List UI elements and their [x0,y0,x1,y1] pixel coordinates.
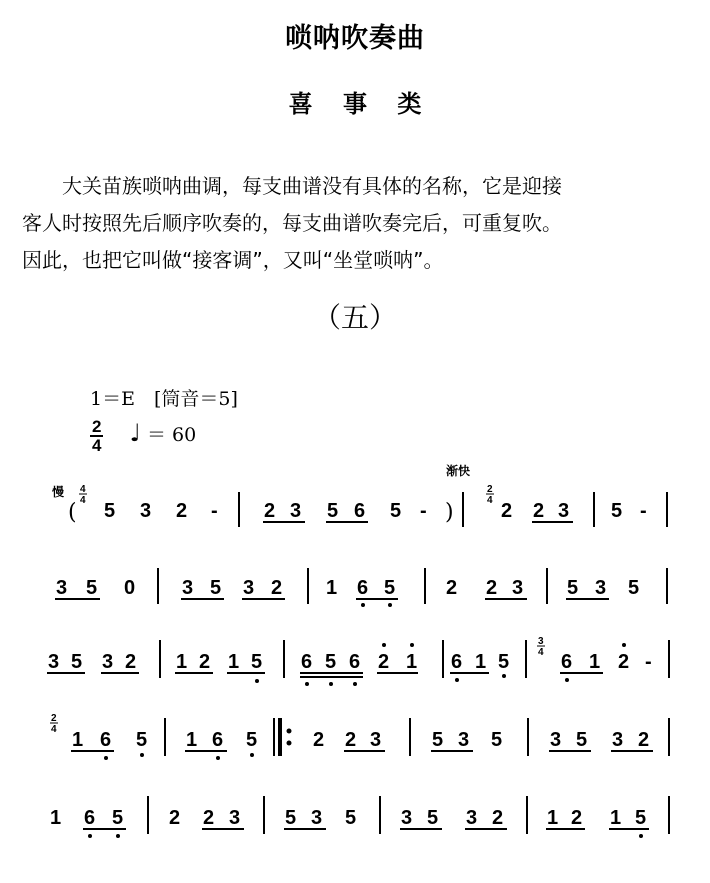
note-digit: 6 [354,500,366,522]
description-line: 客人时按照先后顺序吹奏的，每支曲谱吹奏完后，可重复吹。 [22,211,562,235]
note-digit: 3 [140,500,152,522]
octave-dot [104,756,108,760]
octave-dot [329,682,333,686]
note-digit: 2 [501,500,513,522]
meter-digit: 4 [487,495,493,506]
note-digit: 1 [228,651,240,673]
note-digit: 2 [618,651,630,673]
note-digit: 2 [533,500,545,522]
note-digit: 6 [84,807,96,829]
note-digit: 1 [589,651,601,673]
note-digit: 5 [86,577,98,599]
note-digit: 3 [229,807,241,829]
note-digit: 1 [72,729,84,751]
note-digit: 2 [446,577,458,599]
note-digit: 3 [612,729,624,751]
note-digit: 5 [136,729,148,751]
note-digit: 5 [345,807,357,829]
meter-digit: 2 [487,484,493,495]
note-digit: 6 [100,729,112,751]
note-digit: 1 [406,651,418,673]
close-parenthesis: ) [445,500,454,525]
note-digit: 5 [251,651,263,673]
note-digit: 5 [611,500,623,522]
note-digit: 5 [498,651,510,673]
note-digit: 6 [357,577,369,599]
note-digit: 2 [271,577,283,599]
description-line: 大关苗族唢呐曲调，每支曲谱没有具体的名称，它是迎接 [62,174,562,198]
extension-dash: - [211,500,218,522]
note-digit: 5 [427,807,439,829]
note-digit: 5 [112,807,124,829]
note-digit: 5 [432,729,444,751]
note-digit: 5 [104,500,116,522]
extension-dash: - [645,651,652,673]
note-digit: 1 [547,807,559,829]
note-digit: 5 [390,500,402,522]
meter-digit: 4 [538,647,544,658]
note-digit: 5 [384,577,396,599]
note-digit: 1 [475,651,487,673]
note-digit: 2 [571,807,583,829]
meter-digit: 4 [51,724,57,735]
note-digit: 5 [327,500,339,522]
note-digit: 2 [203,807,215,829]
note-digit: 3 [56,577,68,599]
note-digit: 5 [576,729,588,751]
note-digit: 2 [176,500,188,522]
octave-dot [455,678,459,682]
note-digit: 5 [567,577,579,599]
note-digit: 5 [491,729,503,751]
octave-dot [565,678,569,682]
note-digit: 5 [210,577,222,599]
note-digit: 1 [326,577,338,599]
note-digit: 1 [186,729,198,751]
note-digit: 6 [301,651,313,673]
note-digit: 2 [378,651,390,673]
octave-dot [622,643,626,647]
note-digit: 3 [466,807,478,829]
note-digit: 6 [349,651,361,673]
note-digit: 2 [638,729,650,751]
note-digit: 1 [610,807,622,829]
time-signature-top: 2 [92,417,102,436]
note-digit: 3 [595,577,607,599]
note-digit: 2 [125,651,137,673]
note-digit: 5 [246,729,258,751]
note-digit: 5 [628,577,640,599]
octave-dot [287,741,292,746]
quarter-note-icon: ♩ [129,419,141,447]
octave-dot [255,679,259,683]
note-digit: 3 [370,729,382,751]
score-row [50,713,669,760]
note-digit: 2 [199,651,211,673]
octave-dot [305,682,309,686]
note-digit: 3 [558,500,570,522]
meter-digit: 4 [80,484,86,495]
octave-dot [382,643,386,647]
score-row [55,568,667,607]
meter-digit: 4 [80,495,86,506]
key-signature: 1＝E [筒音＝5] [90,388,238,410]
note-digit: 3 [458,729,470,751]
note-digit: 1 [176,651,188,673]
description-line: 因此，也把它叫做“接客调”，又叫“坐堂唢呐”。 [22,248,444,272]
note-digit: 3 [182,577,194,599]
time-signature-bottom: 4 [92,436,102,455]
note-digit: 2 [492,807,504,829]
score-row [68,484,667,527]
note-digit: 2 [345,729,357,751]
note-digit: 2 [264,500,276,522]
note-digit: 2 [486,577,498,599]
octave-dot [502,674,506,678]
note-digit: 6 [212,729,224,751]
octave-dot [88,834,92,838]
piece-title: 唢呐吹奏曲 [285,23,425,54]
note-digit: 2 [313,729,325,751]
accelerando-marking: 渐快 [446,464,471,478]
octave-dot [353,682,357,686]
category-subtitle: 喜 事 类 [288,90,422,118]
score-row [47,636,669,686]
note-digit: 3 [243,577,255,599]
note-digit: 3 [512,577,524,599]
note-digit: 1 [50,807,62,829]
octave-dot [410,643,414,647]
note-digit: 6 [561,651,573,673]
note-digit: 0 [124,577,136,599]
octave-dot [216,756,220,760]
octave-dot [250,753,254,757]
slow-marking: 慢 [52,485,65,499]
octave-dot [140,753,144,757]
note-digit: 6 [451,651,463,673]
note-digit: 5 [285,807,297,829]
score-row [50,796,669,838]
note-digit: 5 [635,807,647,829]
meter-digit: 3 [538,636,544,647]
note-digit: 3 [401,807,413,829]
note-digit: 5 [71,651,83,673]
octave-dot [287,729,292,734]
meter-digit: 2 [51,713,57,724]
note-digit: 3 [550,729,562,751]
note-digit: 2 [169,807,181,829]
octave-dot [116,834,120,838]
note-digit: 3 [102,651,114,673]
extension-dash: - [640,500,647,522]
note-digit: 3 [48,651,60,673]
octave-dot [639,834,643,838]
note-digit: 3 [290,500,302,522]
section-number: （五） [312,301,397,334]
octave-dot [388,603,392,607]
note-digit: 5 [325,651,337,673]
open-parenthesis: ( [68,500,77,525]
octave-dot [361,603,365,607]
note-digit: 3 [311,807,323,829]
tempo-value: ＝ 60 [146,424,197,446]
extension-dash: - [420,500,427,522]
